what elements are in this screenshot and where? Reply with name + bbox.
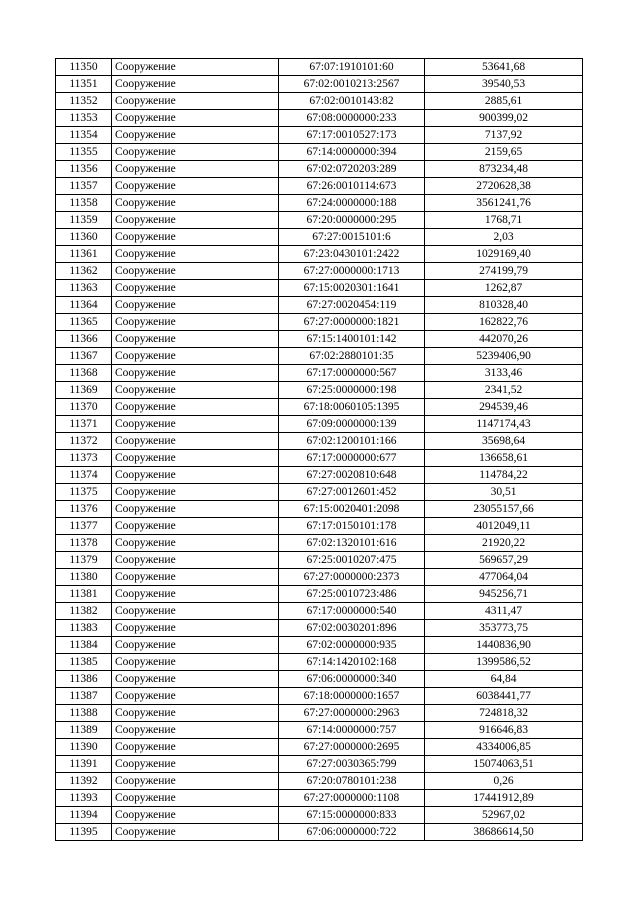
cadastral-number-cell: 67:20:0000000:295: [279, 212, 425, 229]
object-type-cell: Сооружение: [112, 246, 279, 263]
row-number-cell: 11355: [56, 144, 112, 161]
row-number-cell: 11373: [56, 450, 112, 467]
object-type-cell: Сооружение: [112, 552, 279, 569]
cadastral-number-cell: 67:25:0010723:486: [279, 586, 425, 603]
table-row: [56, 110, 583, 127]
cadastral-number-cell: 67:07:1910101:60: [279, 59, 425, 76]
object-type-cell: Сооружение: [112, 93, 279, 110]
value-cell: 2,03: [425, 229, 583, 246]
row-number-cell: 11392: [56, 773, 112, 790]
object-type-cell: Сооружение: [112, 144, 279, 161]
table-row: [56, 144, 583, 161]
object-type-cell: Сооружение: [112, 161, 279, 178]
cadastral-number-cell: 67:18:0060105:1395: [279, 399, 425, 416]
value-cell: 1147174,43: [425, 416, 583, 433]
object-type-cell: Сооружение: [112, 280, 279, 297]
object-type-cell: Сооружение: [112, 382, 279, 399]
table-row: [56, 790, 583, 807]
value-cell: 724818,32: [425, 705, 583, 722]
table-row: [56, 586, 583, 603]
table-row: [56, 314, 583, 331]
object-type-cell: Сооружение: [112, 722, 279, 739]
cadastral-number-cell: 67:27:0020454:119: [279, 297, 425, 314]
object-type-cell: Сооружение: [112, 263, 279, 280]
table-row: [56, 620, 583, 637]
object-type-cell: Сооружение: [112, 331, 279, 348]
object-type-cell: Сооружение: [112, 739, 279, 756]
table-row: [56, 212, 583, 229]
value-cell: 569657,29: [425, 552, 583, 569]
cadastral-number-cell: 67:17:0000000:677: [279, 450, 425, 467]
row-number-cell: 11372: [56, 433, 112, 450]
object-type-cell: Сооружение: [112, 229, 279, 246]
row-number-cell: 11357: [56, 178, 112, 195]
table-row: [56, 178, 583, 195]
value-cell: 873234,48: [425, 161, 583, 178]
object-type-cell: Сооружение: [112, 620, 279, 637]
row-number-cell: 11393: [56, 790, 112, 807]
property-table: [55, 58, 583, 841]
value-cell: 1029169,40: [425, 246, 583, 263]
row-number-cell: 11374: [56, 467, 112, 484]
row-number-cell: 11359: [56, 212, 112, 229]
cadastral-number-cell: 67:09:0000000:139: [279, 416, 425, 433]
value-cell: 21920,22: [425, 535, 583, 552]
row-number-cell: 11379: [56, 552, 112, 569]
value-cell: 477064,04: [425, 569, 583, 586]
row-number-cell: 11366: [56, 331, 112, 348]
table-row: [56, 756, 583, 773]
row-number-cell: 11361: [56, 246, 112, 263]
cadastral-number-cell: 67:27:0000000:1821: [279, 314, 425, 331]
object-type-cell: Сооружение: [112, 484, 279, 501]
value-cell: 39540,53: [425, 76, 583, 93]
cadastral-number-cell: 67:02:0010213:2567: [279, 76, 425, 93]
cadastral-number-cell: 67:27:0000000:2963: [279, 705, 425, 722]
row-number-cell: 11378: [56, 535, 112, 552]
row-number-cell: 11391: [56, 756, 112, 773]
row-number-cell: 11380: [56, 569, 112, 586]
cadastral-number-cell: 67:02:2880101:35: [279, 348, 425, 365]
cadastral-number-cell: 67:27:0000000:1108: [279, 790, 425, 807]
row-number-cell: 11363: [56, 280, 112, 297]
object-type-cell: Сооружение: [112, 535, 279, 552]
object-type-cell: Сооружение: [112, 212, 279, 229]
cadastral-number-cell: 67:14:0000000:757: [279, 722, 425, 739]
table-row: [56, 93, 583, 110]
object-type-cell: Сооружение: [112, 671, 279, 688]
table-row: [56, 161, 583, 178]
object-type-cell: Сооружение: [112, 416, 279, 433]
row-number-cell: 11395: [56, 824, 112, 841]
row-number-cell: 11362: [56, 263, 112, 280]
value-cell: 274199,79: [425, 263, 583, 280]
table-row: [56, 229, 583, 246]
object-type-cell: Сооружение: [112, 603, 279, 620]
value-cell: 2159,65: [425, 144, 583, 161]
value-cell: 4334006,85: [425, 739, 583, 756]
row-number-cell: 11381: [56, 586, 112, 603]
object-type-cell: Сооружение: [112, 314, 279, 331]
table-row: [56, 807, 583, 824]
table-row: [56, 59, 583, 76]
cadastral-number-cell: 67:06:0000000:722: [279, 824, 425, 841]
value-cell: 916646,83: [425, 722, 583, 739]
table-row: [56, 637, 583, 654]
cadastral-number-cell: 67:02:0030201:896: [279, 620, 425, 637]
value-cell: 52967,02: [425, 807, 583, 824]
table-row: [56, 501, 583, 518]
object-type-cell: Сооружение: [112, 807, 279, 824]
object-type-cell: Сооружение: [112, 501, 279, 518]
value-cell: 353773,75: [425, 620, 583, 637]
value-cell: 294539,46: [425, 399, 583, 416]
table-row: [56, 127, 583, 144]
row-number-cell: 11365: [56, 314, 112, 331]
value-cell: 2720628,38: [425, 178, 583, 195]
value-cell: 810328,40: [425, 297, 583, 314]
value-cell: 0,26: [425, 773, 583, 790]
table-row: [56, 263, 583, 280]
table-row: [56, 824, 583, 841]
object-type-cell: Сооружение: [112, 127, 279, 144]
cadastral-number-cell: 67:23:0430101:2422: [279, 246, 425, 263]
object-type-cell: Сооружение: [112, 756, 279, 773]
cadastral-number-cell: 67:02:1200101:166: [279, 433, 425, 450]
value-cell: 35698,64: [425, 433, 583, 450]
value-cell: 3133,46: [425, 365, 583, 382]
object-type-cell: Сооружение: [112, 824, 279, 841]
cadastral-number-cell: 67:02:1320101:616: [279, 535, 425, 552]
row-number-cell: 11384: [56, 637, 112, 654]
cadastral-number-cell: 67:27:0000000:1713: [279, 263, 425, 280]
table-row: [56, 535, 583, 552]
object-type-cell: Сооружение: [112, 365, 279, 382]
value-cell: 900399,02: [425, 110, 583, 127]
cadastral-number-cell: 67:27:0030365:799: [279, 756, 425, 773]
value-cell: 136658,61: [425, 450, 583, 467]
row-number-cell: 11358: [56, 195, 112, 212]
table-row: [56, 518, 583, 535]
object-type-cell: Сооружение: [112, 110, 279, 127]
value-cell: 4012049,11: [425, 518, 583, 535]
table-row: [56, 348, 583, 365]
cadastral-number-cell: 67:25:0010207:475: [279, 552, 425, 569]
cadastral-number-cell: 67:15:0020401:2098: [279, 501, 425, 518]
value-cell: 4311,47: [425, 603, 583, 620]
cadastral-number-cell: 67:17:0010527:173: [279, 127, 425, 144]
row-number-cell: 11385: [56, 654, 112, 671]
cadastral-number-cell: 67:27:0000000:2373: [279, 569, 425, 586]
table-row: [56, 552, 583, 569]
table-row: [56, 76, 583, 93]
row-number-cell: 11386: [56, 671, 112, 688]
row-number-cell: 11394: [56, 807, 112, 824]
row-number-cell: 11353: [56, 110, 112, 127]
cadastral-number-cell: 67:02:0010143:82: [279, 93, 425, 110]
object-type-cell: Сооружение: [112, 178, 279, 195]
value-cell: 114784,22: [425, 467, 583, 484]
row-number-cell: 11383: [56, 620, 112, 637]
value-cell: 30,51: [425, 484, 583, 501]
object-type-cell: Сооружение: [112, 705, 279, 722]
row-number-cell: 11364: [56, 297, 112, 314]
value-cell: 17441912,89: [425, 790, 583, 807]
table-row: [56, 433, 583, 450]
cadastral-number-cell: 67:14:0000000:394: [279, 144, 425, 161]
cadastral-number-cell: 67:18:0000000:1657: [279, 688, 425, 705]
cadastral-number-cell: 67:02:0000000:935: [279, 637, 425, 654]
cadastral-number-cell: 67:27:0015101:6: [279, 229, 425, 246]
object-type-cell: Сооружение: [112, 518, 279, 535]
object-type-cell: Сооружение: [112, 399, 279, 416]
value-cell: 23055157,66: [425, 501, 583, 518]
cadastral-number-cell: 67:17:0000000:540: [279, 603, 425, 620]
value-cell: 945256,71: [425, 586, 583, 603]
table-row: [56, 603, 583, 620]
table-row: [56, 382, 583, 399]
object-type-cell: Сооружение: [112, 433, 279, 450]
row-number-cell: 11352: [56, 93, 112, 110]
row-number-cell: 11389: [56, 722, 112, 739]
value-cell: 64,84: [425, 671, 583, 688]
row-number-cell: 11369: [56, 382, 112, 399]
row-number-cell: 11354: [56, 127, 112, 144]
object-type-cell: Сооружение: [112, 654, 279, 671]
table-row: [56, 739, 583, 756]
value-cell: 442070,26: [425, 331, 583, 348]
row-number-cell: 11356: [56, 161, 112, 178]
table-row: [56, 450, 583, 467]
cadastral-number-cell: 67:17:0000000:567: [279, 365, 425, 382]
value-cell: 3561241,76: [425, 195, 583, 212]
row-number-cell: 11368: [56, 365, 112, 382]
object-type-cell: Сооружение: [112, 59, 279, 76]
table-row: [56, 297, 583, 314]
value-cell: 2885,61: [425, 93, 583, 110]
table-row: [56, 399, 583, 416]
value-cell: 162822,76: [425, 314, 583, 331]
value-cell: 1768,71: [425, 212, 583, 229]
table-row: [56, 569, 583, 586]
cadastral-number-cell: 67:24:0000000:188: [279, 195, 425, 212]
object-type-cell: Сооружение: [112, 195, 279, 212]
row-number-cell: 11375: [56, 484, 112, 501]
table-row: [56, 331, 583, 348]
row-number-cell: 11351: [56, 76, 112, 93]
object-type-cell: Сооружение: [112, 297, 279, 314]
value-cell: 15074063,51: [425, 756, 583, 773]
table-row: [56, 671, 583, 688]
object-type-cell: Сооружение: [112, 637, 279, 654]
table-row: [56, 195, 583, 212]
table-body: [56, 59, 583, 841]
object-type-cell: Сооружение: [112, 688, 279, 705]
table-row: [56, 705, 583, 722]
row-number-cell: 11388: [56, 705, 112, 722]
table-row: [56, 467, 583, 484]
table-row: [56, 246, 583, 263]
value-cell: 1440836,90: [425, 637, 583, 654]
cadastral-number-cell: 67:14:1420102:168: [279, 654, 425, 671]
object-type-cell: Сооружение: [112, 450, 279, 467]
table-row: [56, 722, 583, 739]
cadastral-number-cell: 67:15:0000000:833: [279, 807, 425, 824]
cadastral-number-cell: 67:17:0150101:178: [279, 518, 425, 535]
row-number-cell: 11367: [56, 348, 112, 365]
cadastral-number-cell: 67:15:0020301:1641: [279, 280, 425, 297]
cadastral-number-cell: 67:08:0000000:233: [279, 110, 425, 127]
cadastral-number-cell: 67:26:0010114:673: [279, 178, 425, 195]
table-row: [56, 654, 583, 671]
value-cell: 53641,68: [425, 59, 583, 76]
cadastral-number-cell: 67:27:0012601:452: [279, 484, 425, 501]
row-number-cell: 11370: [56, 399, 112, 416]
table-row: [56, 773, 583, 790]
object-type-cell: Сооружение: [112, 569, 279, 586]
value-cell: 7137,92: [425, 127, 583, 144]
cadastral-number-cell: 67:15:1400101:142: [279, 331, 425, 348]
cadastral-number-cell: 67:06:0000000:340: [279, 671, 425, 688]
cadastral-number-cell: 67:20:0780101:238: [279, 773, 425, 790]
value-cell: 2341,52: [425, 382, 583, 399]
row-number-cell: 11387: [56, 688, 112, 705]
table-row: [56, 688, 583, 705]
object-type-cell: Сооружение: [112, 790, 279, 807]
value-cell: 5239406,90: [425, 348, 583, 365]
row-number-cell: 11382: [56, 603, 112, 620]
object-type-cell: Сооружение: [112, 586, 279, 603]
table-row: [56, 365, 583, 382]
object-type-cell: Сооружение: [112, 467, 279, 484]
value-cell: 6038441,77: [425, 688, 583, 705]
cadastral-number-cell: 67:02:0720203:289: [279, 161, 425, 178]
cadastral-number-cell: 67:27:0020810:648: [279, 467, 425, 484]
value-cell: 38686614,50: [425, 824, 583, 841]
table-row: [56, 280, 583, 297]
value-cell: 1399586,52: [425, 654, 583, 671]
cadastral-number-cell: 67:27:0000000:2695: [279, 739, 425, 756]
row-number-cell: 11371: [56, 416, 112, 433]
value-cell: 1262,87: [425, 280, 583, 297]
object-type-cell: Сооружение: [112, 348, 279, 365]
table-row: [56, 484, 583, 501]
row-number-cell: 11377: [56, 518, 112, 535]
row-number-cell: 11360: [56, 229, 112, 246]
object-type-cell: Сооружение: [112, 773, 279, 790]
table-row: [56, 416, 583, 433]
cadastral-number-cell: 67:25:0000000:198: [279, 382, 425, 399]
row-number-cell: 11350: [56, 59, 112, 76]
row-number-cell: 11390: [56, 739, 112, 756]
object-type-cell: Сооружение: [112, 76, 279, 93]
row-number-cell: 11376: [56, 501, 112, 518]
